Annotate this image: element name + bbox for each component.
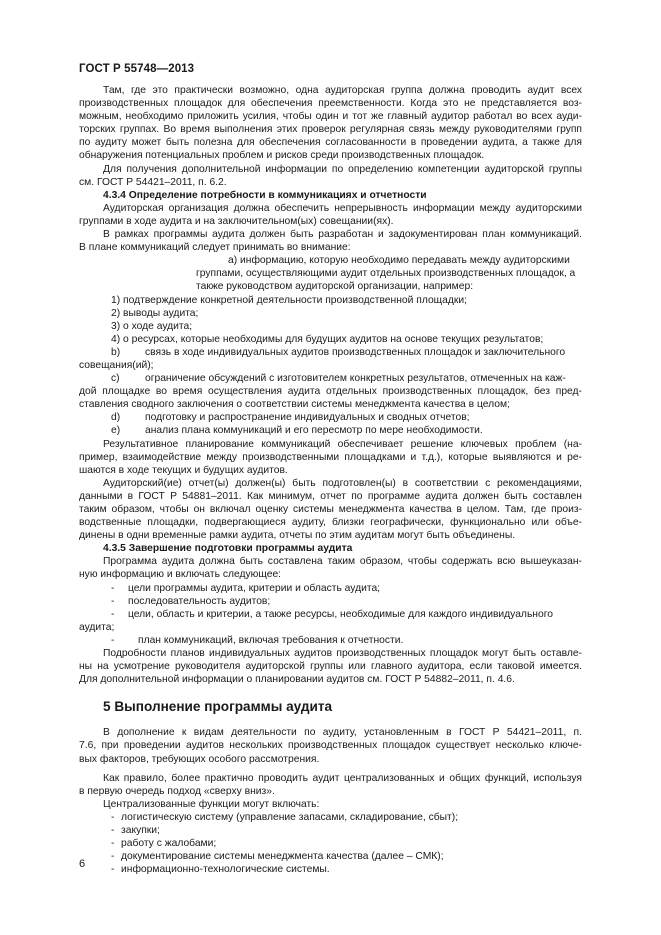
list-item: документирование системы менеджмента качества (далее – СМК); — [121, 851, 444, 863]
list-bullet: - — [111, 634, 115, 646]
text-line: ную информацию и включать следующее: — [79, 569, 282, 581]
heading-4-3-4: 4.3.4 Определение потребности в коммуникациях и отчетности — [103, 189, 427, 201]
paragraph-competence — [79, 163, 582, 189]
list-label: с) — [111, 373, 120, 385]
text-line: динены в одни временные рамки аудита, отчеты по этим аудитам могут быть объединены. — [79, 530, 516, 542]
text-line: В рамках программы аудита должен быть разработан и задокументирован план коммуникаций. — [103, 229, 582, 241]
list-bullet: - — [111, 811, 115, 823]
text-line: 7.6, при проведении аудитов нескольких производственных площадок существует несколько ключе- — [79, 740, 582, 752]
page-number: 6 — [79, 858, 86, 870]
text-line: дой площадке во время осуществления аудита отдельных производственных площадок, без пред- — [79, 386, 582, 398]
list-bullet: - — [111, 864, 115, 876]
paragraph-details — [79, 647, 582, 686]
paragraph-continuity-info — [79, 202, 582, 228]
text-line: Аудиторский(ие) отчет(ы) должен(ы) быть подготовлен(ы) в соответствии с рекомендациями, — [103, 477, 582, 489]
list-item: 1) подтверждение конкретной деятельности производственной площадки; — [111, 294, 467, 306]
text-line: Программа аудита должна быть составлена таким образом, чтобы содержать всю вышеуказан- — [103, 556, 582, 568]
text-line: аудита; — [79, 621, 115, 633]
list-bullet: - — [111, 608, 115, 620]
list-label: b) — [111, 346, 121, 358]
text-line: а) информацию, которую необходимо передавать между аудиторскими — [228, 255, 570, 267]
list-item: цели программы аудита, критерии и область аудита; — [128, 582, 381, 594]
list-item: 2) выводы аудита; — [111, 307, 199, 319]
paragraph-continuity — [79, 84, 582, 163]
text-line: Подробности планов индивидуальных аудитов производственных площадок могут быть оставле- — [103, 648, 582, 660]
list-item-c — [79, 372, 582, 411]
paragraph-plan — [79, 228, 582, 254]
list-bullet: - — [111, 838, 115, 850]
list-item: закупки; — [121, 824, 160, 836]
list-item: логистическую систему (управление запасами, складирование, сбыт); — [121, 811, 459, 823]
text-line: группами, осуществляющими аудит отдельных производственных площадок, а — [196, 268, 576, 280]
text-line: производственных площадок для обеспечения преемственности. Когда это не представляется воз- — [79, 98, 582, 110]
text-line: вых факторов, требующих особого рассмотрения. — [79, 753, 320, 765]
list-bullet: - — [111, 824, 115, 836]
text-line: Аудиторская организация должна обеспечить непрерывность информации между аудиторскими — [103, 202, 582, 214]
text-line: подготовку и распространение индивидуальных и сводных отчетов; — [145, 412, 470, 424]
list-item-b — [79, 346, 582, 372]
paragraph-section5-intro — [79, 726, 582, 765]
text-line: пример, взаимодействие между производственными площадками и т.д.), которые выявляются и ре- — [79, 451, 582, 463]
text-line: ны на усмотрение руководителя аудиторской группы или главного аудитора, если таковой имеется. — [79, 661, 582, 673]
list-bullet: - — [111, 851, 115, 863]
text-line: обнаружения потенциальных проблем и рисков среди производственных площадок. — [79, 150, 485, 162]
text-line: Результативное планирование коммуникаций обеспечивает решение ключевых проблем (на- — [103, 438, 582, 450]
text-line: связь в ходе индивидуальных аудитов производственных площадок и заключительного — [145, 346, 566, 358]
list-item-a — [79, 254, 582, 293]
text-line: также руководством аудиторской организации, например: — [196, 281, 474, 293]
list-item-e — [79, 424, 582, 437]
text-line: данными в ГОСТ Р 54881–2011. Как минимум, отчет по программе аудита должен быть составлен — [79, 490, 582, 502]
paragraph-section5-rule — [79, 772, 582, 798]
text-line: см. ГОСТ Р 54421–2011, п. 6.2. — [79, 176, 227, 188]
text-line: таким образом, чтобы он включал оценку системы менеджмента качества в целом. Там, где произ- — [79, 504, 582, 515]
program-items-list — [79, 582, 582, 647]
text-line: В дополнение к видам деятельности по аудиту, установленным в ГОСТ Р 54421–2011, п. — [103, 727, 582, 739]
list-item: план коммуникаций, включая требования к отчетности. — [138, 634, 404, 646]
text-line: анализ плана коммуникаций и его пересмотр по мере необходимости. — [145, 425, 483, 437]
text-line: совещания(ий); — [79, 359, 154, 371]
heading-4-3-5: 4.3.5 Завершение подготовки программы аудита — [103, 543, 353, 555]
list-item: цели, область и критерии, а также ресурсы, необходимые для каждого индивидуального — [128, 608, 553, 620]
list-item: последовательность аудитов; — [128, 595, 271, 607]
paragraph-result — [79, 438, 582, 477]
text-line: Для получения дополнительной информации по определению компетенции аудиторской группы — [103, 163, 582, 175]
list-item: информационно-технологические системы. — [121, 864, 330, 876]
text-line: Там, где это практически возможно, одна аудиторская группа должна проводить аудит всех — [103, 85, 582, 96]
list-item-d — [79, 411, 582, 424]
list-item: 4) о ресурсах, которые необходимы для будущих аудитов на основе текущих результатов; — [111, 333, 544, 345]
paragraph-reports — [79, 477, 582, 542]
list-bullet: - — [111, 595, 115, 607]
list-item: 3) о ходе аудита; — [111, 320, 193, 332]
list-label: е) — [111, 425, 121, 437]
list-bullet: - — [111, 582, 115, 594]
text-line: Как правило, более практично проводить аудит централизованных и общих функций, используя — [103, 772, 582, 784]
central-functions-list — [79, 811, 582, 876]
paragraph-central-intro: Централизованные функции могут включать: — [103, 798, 320, 810]
text-line: ставления сводного заключения о соответствии системы менеджмента качества в целом; — [79, 399, 510, 411]
text-line: можным, необходимо приложить усилия, чтобы один и тот же главный аудитор работал во всех ауди- — [79, 111, 582, 123]
text-line: водственные площадки, подвергающиеся аудиту, близки географически, функционально или объе- — [79, 517, 582, 529]
section-5-title: 5 Выполнение программы аудита — [103, 699, 333, 715]
text-line: шаются в ходе текущих и будущих аудитов. — [79, 464, 288, 476]
paragraph-program — [79, 555, 582, 581]
text-line: торских группах. Во время выполнения этих проверок регулярная связь между руководителями групп — [79, 124, 582, 136]
list-item: работу с жалобами; — [121, 838, 217, 850]
numbered-list — [79, 294, 582, 346]
text-line: группами в ходе аудита и на заключительном(ых) совещании(ях). — [79, 215, 394, 227]
text-line: по аудиту может быть полезна для обеспечения согласованности в проведении аудита, а также для — [79, 137, 582, 149]
list-label: d) — [111, 412, 121, 424]
text-line: Для дополнительной информации о планировании аудитов см. ГОСТ Р 54882–2011, п. 4.6. — [79, 674, 515, 686]
text-line: В плане коммуникаций следует принимать во внимание: — [79, 242, 351, 254]
text-line: ограничение обсуждений с изготовителем конкретных результатов, отмеченных на каж- — [145, 373, 566, 385]
document-body — [79, 84, 582, 876]
document-code: ГОСТ Р 55748—2013 — [79, 63, 195, 75]
text-line: в первую очередь подход «сверху вниз». — [79, 785, 275, 797]
